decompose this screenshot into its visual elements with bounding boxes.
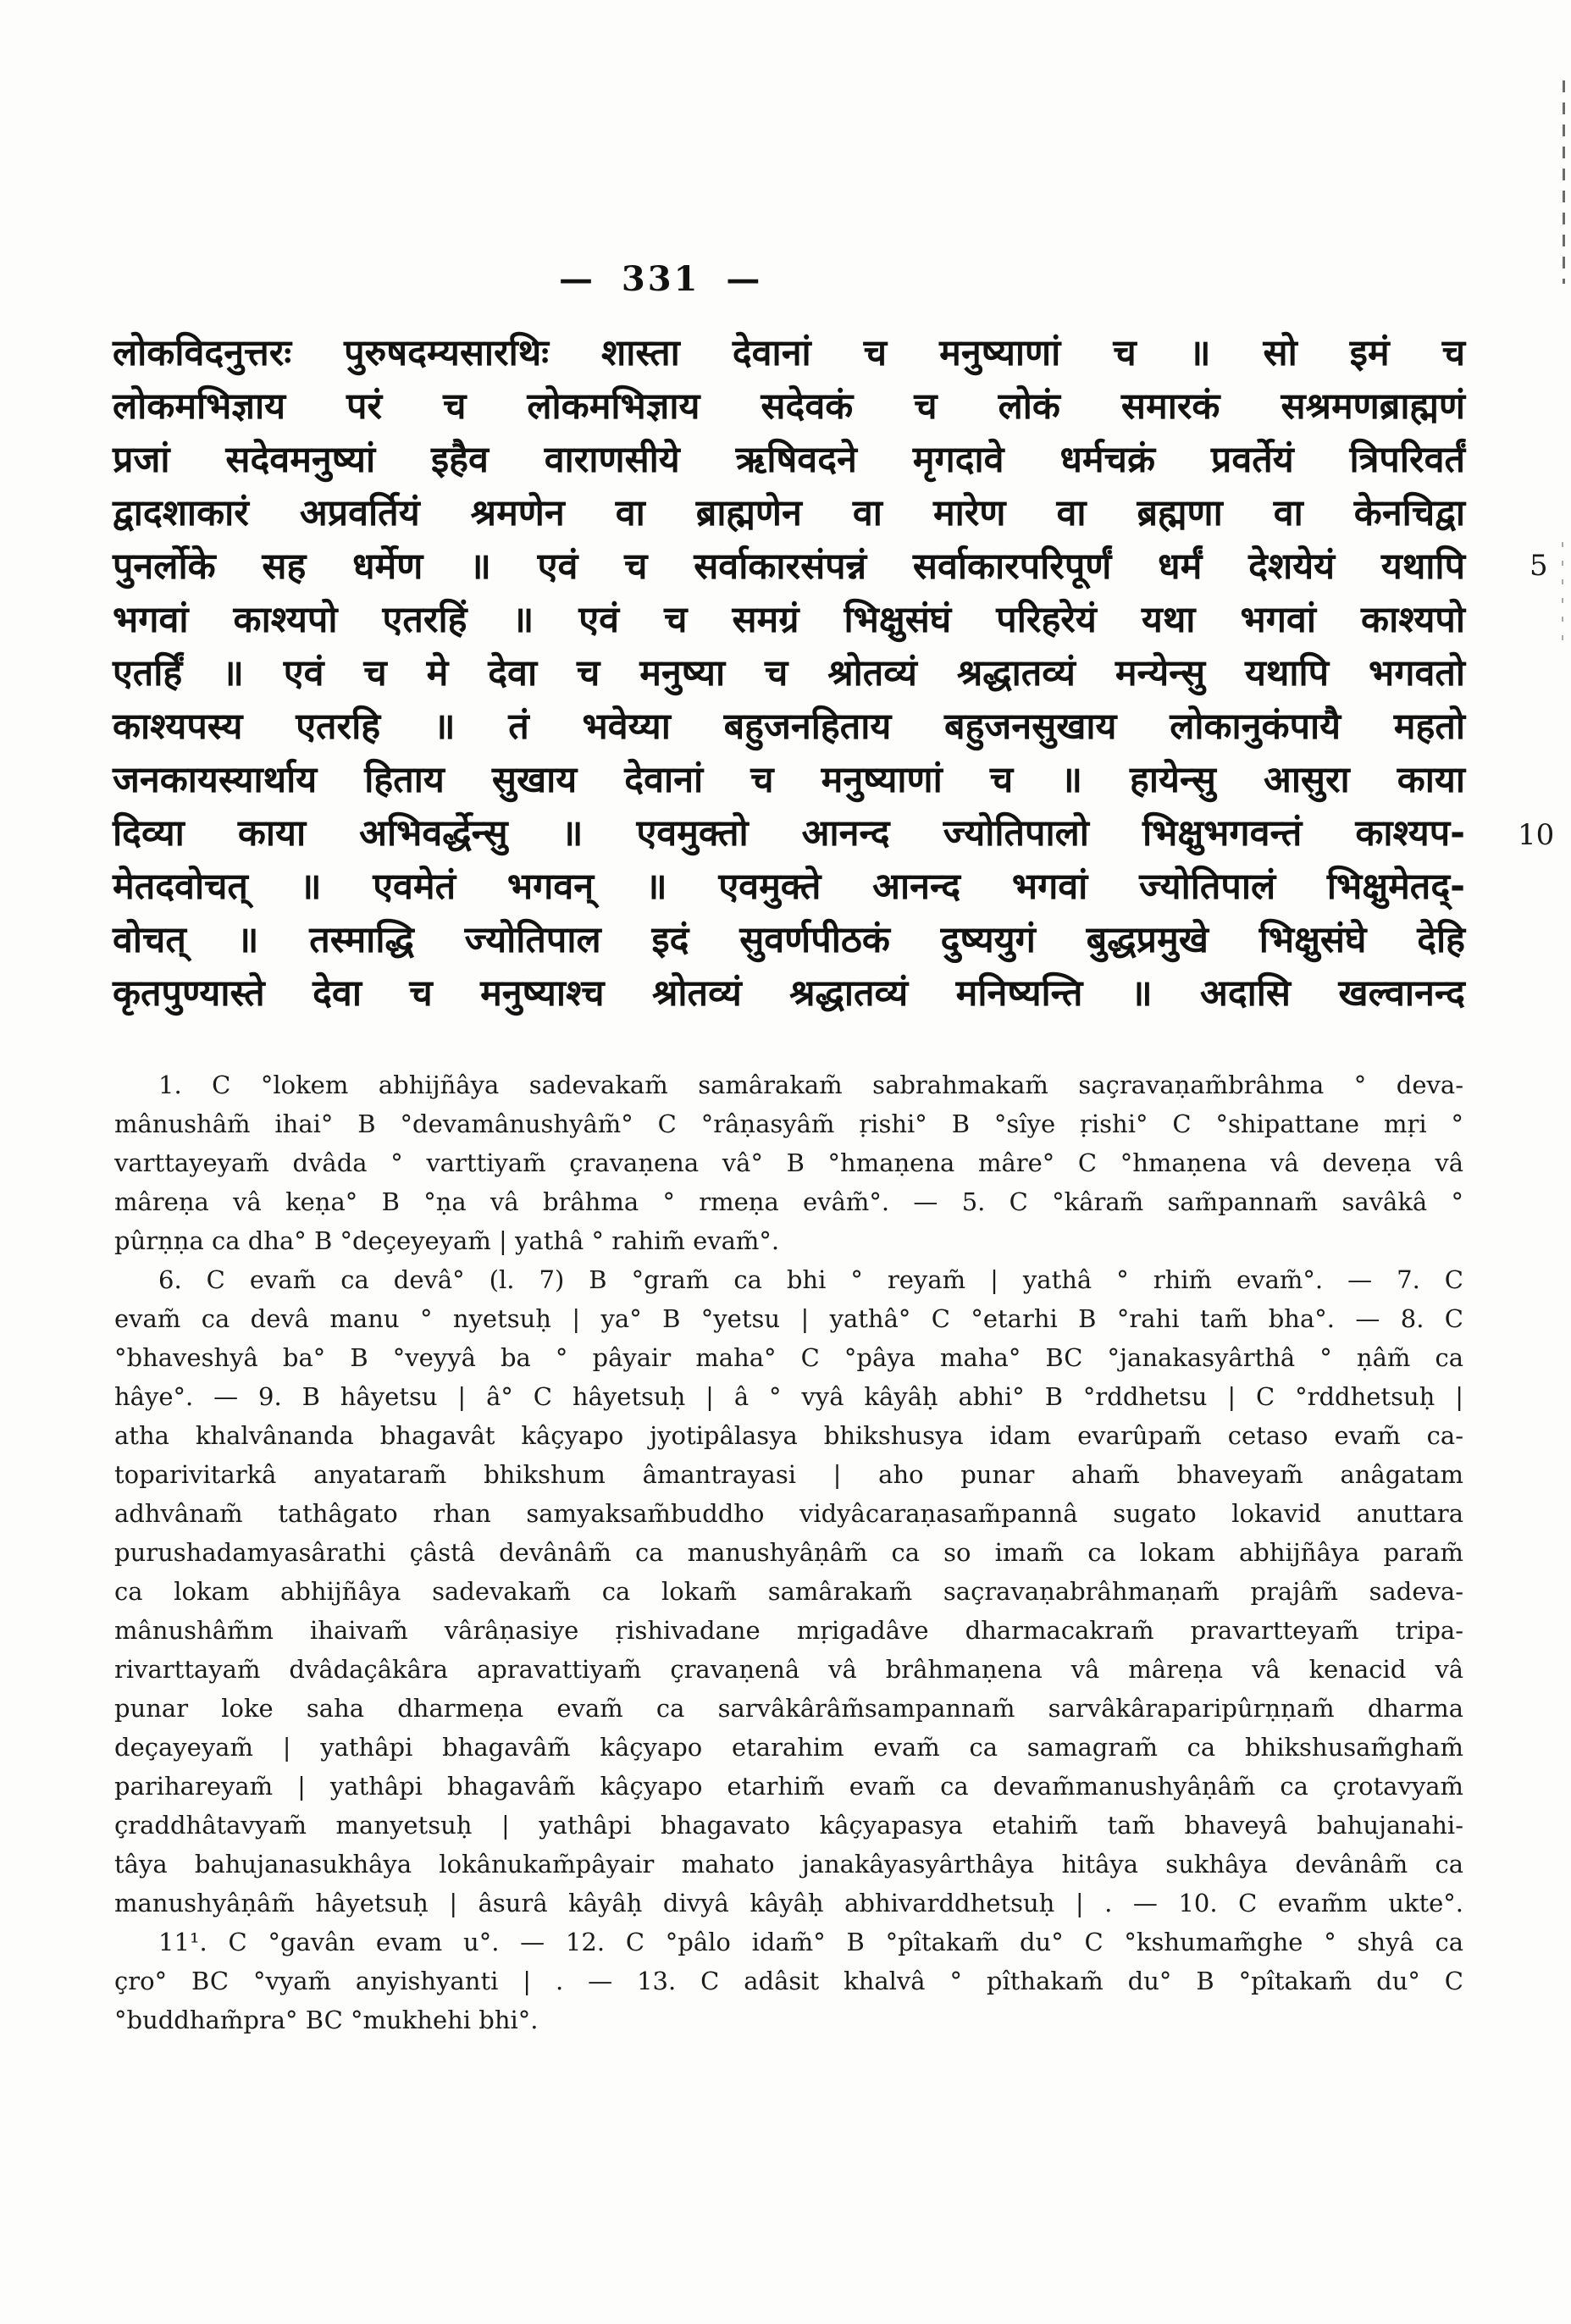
apparatus-line: manushyâṇâm̃ hâyetsuḥ | âsurâ kâyâḥ divyâ kâyâḥ abhivarddhetsuḥ | . — 10. C evam̃m ukte°. (114, 1889, 1463, 1917)
devanagari-line: भगवां काश्यपो एतरहिं ॥ एवं च समग्रं भिक्षुसंघं परिहरेयं यथा भगवां काश्यपो (113, 599, 1465, 641)
apparatus-paragraph-1 (114, 1065, 1463, 1260)
devanagari-line: लोकविदनुत्तरः पुरुषदम्यसारथिः शास्ता देवानां च मनुष्याणां च ॥ सो इमं च (113, 332, 1465, 374)
scan-artifact-top-right (1563, 80, 1565, 284)
devanagari-line: मेतदवोचत् ॥ एवमेतं भगवन् ॥ एवमुक्ते आनन्द भगवां ज्योतिपालं भिक्षुमेतद्- (113, 866, 1465, 908)
apparatus-line: 1. C °lokem abhijñâya sadevakam̃ samârakam̃ sabrahmakam̃ saçravaṇam̃brâhma ° deva- (158, 1071, 1463, 1099)
apparatus-line: °buddham̃pra° BC °mukhehi bhi°. (114, 2006, 539, 2034)
apparatus-line: çraddhâtavyam̃ manyetsuḥ | yathâpi bhagavato kâçyapasya etahim̃ tam̃ bhaveyâ bahujanahi- (114, 1811, 1463, 1840)
apparatus-line: parihareyam̃ | yathâpi bhagavâm̃ kâçyapo etarhim̃ evam̃ ca devam̃manushyâṇâm̃ ca çrotavyam̃ (114, 1772, 1463, 1801)
apparatus-line: 6. C evam̃ ca devâ° (l. 7) B °gram̃ ca bhi ° reyam̃ | yathâ ° rhim̃ evam̃°. — 7. C (158, 1265, 1463, 1294)
apparatus-paragraph-2 (114, 1260, 1463, 1923)
apparatus-line: punar loke saha dharmeṇa evam̃ ca sarvâkârâm̃sampannam̃ sarvâkâraparipûrṇṇam̃ dharma (114, 1694, 1463, 1723)
apparatus-line: tâya bahujanasukhâya lokânukam̃pâyair mahato janakâyasyârthâya hitâya sukhâya devânâm̃ ca (114, 1850, 1463, 1879)
apparatus-line: ca lokam abhijñâya sadevakam̃ ca lokam̃ samârakam̃ saçravaṇabrâhmaṇam̃ prajâm̃ sadeva- (114, 1577, 1463, 1606)
critical-apparatus (114, 1065, 1463, 2039)
sanskrit-text-block (113, 327, 1465, 1021)
devanagari-line: एतर्हिं ॥ एवं च मे देवा च मनुष्या च श्रोतव्यं श्रद्धातव्यं मन्येन्सु यथापि भगवतो (113, 652, 1465, 694)
margin-line-number-5: 5 (1530, 549, 1548, 583)
devanagari-line: पुनर्लोके सह धर्मेण ॥ एवं च सर्वाकारसंपन्नं सर्वाकारपरिपूर्णं धर्मं देशयेयं यथापि (113, 545, 1465, 588)
apparatus-line: purushadamyasârathi çâstâ devânâm̃ ca manushyâṇâm̃ ca so imam̃ ca lokam abhijñâya param̃ (114, 1538, 1463, 1567)
apparatus-line: varttayeyam̃ dvâda ° varttiyam̃ çravaṇena vâ° B °hmaṇena mâre° C °hmaṇena vâ deveṇa vâ (114, 1148, 1463, 1177)
apparatus-line: çro° BC °vyam̃ anyishyanti | . — 13. C adâsit khalvâ ° pîthakam̃ du° B °pîtakam̃ du° C (114, 1967, 1463, 1995)
apparatus-line: mânushâm̃m ihaivam̃ vârâṇasiye ṛishivadane mṛigadâve dharmacakram̃ pravartteyam̃ tripa- (114, 1616, 1463, 1645)
apparatus-line: atha khalvânanda bhagavât kâçyapo jyotipâlasya bhikshusya idam evarûpam̃ cetaso evam̃ ca- (114, 1421, 1463, 1450)
devanagari-line: वोचत् ॥ तस्माद्धि ज्योतिपाल इदं सुवर्णपीठकं दुष्ययुगं बुद्धप्रमुखे भिक्षुसंघे देहि (113, 919, 1465, 961)
apparatus-line: deçayeyam̃ | yathâpi bhagavâm̃ kâçyapo etarahim evam̃ ca samagram̃ ca bhikshusam̃gham̃ (114, 1733, 1463, 1762)
devanagari-line: प्रजां सदेवमनुष्यां इहैव वाराणसीये ऋषिवदने मृगदावे धर्मचक्रं प्रवर्तेयं त्रिपरिवर्तं (113, 439, 1465, 481)
apparatus-paragraph-3 (114, 1923, 1463, 2039)
apparatus-line: adhvânam̃ tathâgato rhan samyaksam̃buddho vidyâcaraṇasam̃pannâ sugato lokavid anuttara (114, 1499, 1463, 1528)
page-number: — 331 — (559, 259, 763, 299)
scan-artifact-mid-right (1562, 542, 1563, 652)
devanagari-line: लोकमभिज्ञाय परं च लोकमभिज्ञाय सदेवकं च लोकं समारकं सश्रमणब्राह्मणं (113, 385, 1465, 428)
apparatus-line: hâye°. — 9. B hâyetsu | â° C hâyetsuḥ | â ° vyâ kâyâḥ abhi° B °rddhetsu | C °rddhetsuḥ | (114, 1382, 1463, 1411)
devanagari-line: जनकायस्यार्थाय हिताय सुखाय देवानां च मनुष्याणां च ॥ हायेन्सु आसुरा काया (113, 759, 1465, 801)
margin-line-number-10: 10 (1518, 818, 1555, 852)
apparatus-line: evam̃ ca devâ manu ° nyetsuḥ | ya° B °yetsu | yathâ° C °etarhi B °rahi tam̃ bha°. — 8. C (114, 1304, 1463, 1333)
apparatus-line: mânushâm̃ ihai° B °devamânushyâm̃° C °râṇasyâm̃ ṛishi° B °sîye ṛishi° C °shipattane mṛi ° (114, 1109, 1463, 1138)
apparatus-line: °bhaveshyâ ba° B °veyyâ ba ° pâyair maha° C °pâya maha° BC °janakasyârthâ ° ṇâm̃ ca (114, 1343, 1463, 1372)
apparatus-line: mâreṇa vâ keṇa° B °ṇa vâ brâhma ° rmeṇa evâm̃°. — 5. C °kâram̃ sam̃pannam̃ savâkâ ° (114, 1187, 1463, 1216)
apparatus-line: toparivitarkâ anyataram̃ bhikshum âmantrayasi | aho punar aham̃ bhaveyam̃ anâgatam (114, 1460, 1463, 1489)
devanagari-line: कृतपुण्यास्ते देवा च मनुष्याश्च श्रोतव्यं श्रद्धातव्यं मनिष्यन्ति ॥ अदासि खल्वानन्द (113, 972, 1465, 1015)
devanagari-line: दिव्या काया अभिवर्द्धेन्सु ॥ एवमुक्तो आनन्द ज्योतिपालो भिक्षुभगवन्तं काश्यप- (113, 812, 1465, 855)
apparatus-line: pûrṇṇa ca dha° B °deçeyeyam̃ | yathâ ° rahim̃ evam̃°. (114, 1226, 780, 1255)
apparatus-line: rivarttayam̃ dvâdaçâkâra apravattiyam̃ çravaṇenâ vâ brâhmaṇena vâ mâreṇa vâ kenacid vâ (114, 1655, 1463, 1684)
apparatus-line: 11¹. C °gavân evam u°. — 12. C °pâlo idam̃° B °pîtakam̃ du° C °kshumam̃ghe ° shyâ ca (158, 1928, 1463, 1956)
devanagari-line: काश्यपस्य एतरहि ॥ तं भवेय्या बहुजनहिताय बहुजनसुखाय लोकानुकंपायै महतो (113, 706, 1465, 748)
devanagari-line: द्वादशाकारं अप्रवर्तियं श्रमणेन वा ब्राह्मणेन वा मारेण वा ब्रह्मणा वा केनचिद्वा (113, 492, 1465, 534)
